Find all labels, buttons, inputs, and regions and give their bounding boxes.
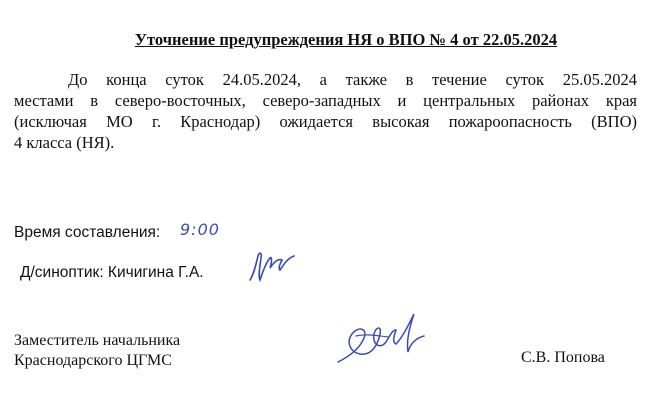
deputy-line-2: Краснодарского ЦГМС: [14, 352, 172, 369]
warning-line-4: 4 класса (НЯ).: [14, 133, 115, 152]
deputy-line-1: Заместитель начальника: [14, 332, 181, 349]
forecaster-line: Д/синоптик: Кичигина Г.А.: [20, 264, 204, 281]
compile-time-value: 9:00: [180, 220, 220, 239]
warning-text: [14, 69, 637, 153]
deputy-signature: [330, 304, 430, 374]
compile-time-label: Время составления:: [14, 224, 161, 241]
deputy-title: [14, 331, 180, 371]
forecaster-signature: [244, 246, 300, 286]
warning-line-2: местами в северо-восточных, северо-западных и центральных районах края: [14, 91, 637, 110]
warning-line-1: До конца суток 24.05.2024, а также в течение суток 25.05.2024: [68, 70, 637, 89]
warning-line-3: (исключая МО г. Краснодар) ожидается высокая пожароопасность (ВПО): [14, 112, 637, 131]
deputy-name: С.В. Попова: [521, 349, 605, 366]
document-title: Уточнение предупреждения НЯ о ВПО № 4 от 22.05.2024: [134, 30, 558, 49]
